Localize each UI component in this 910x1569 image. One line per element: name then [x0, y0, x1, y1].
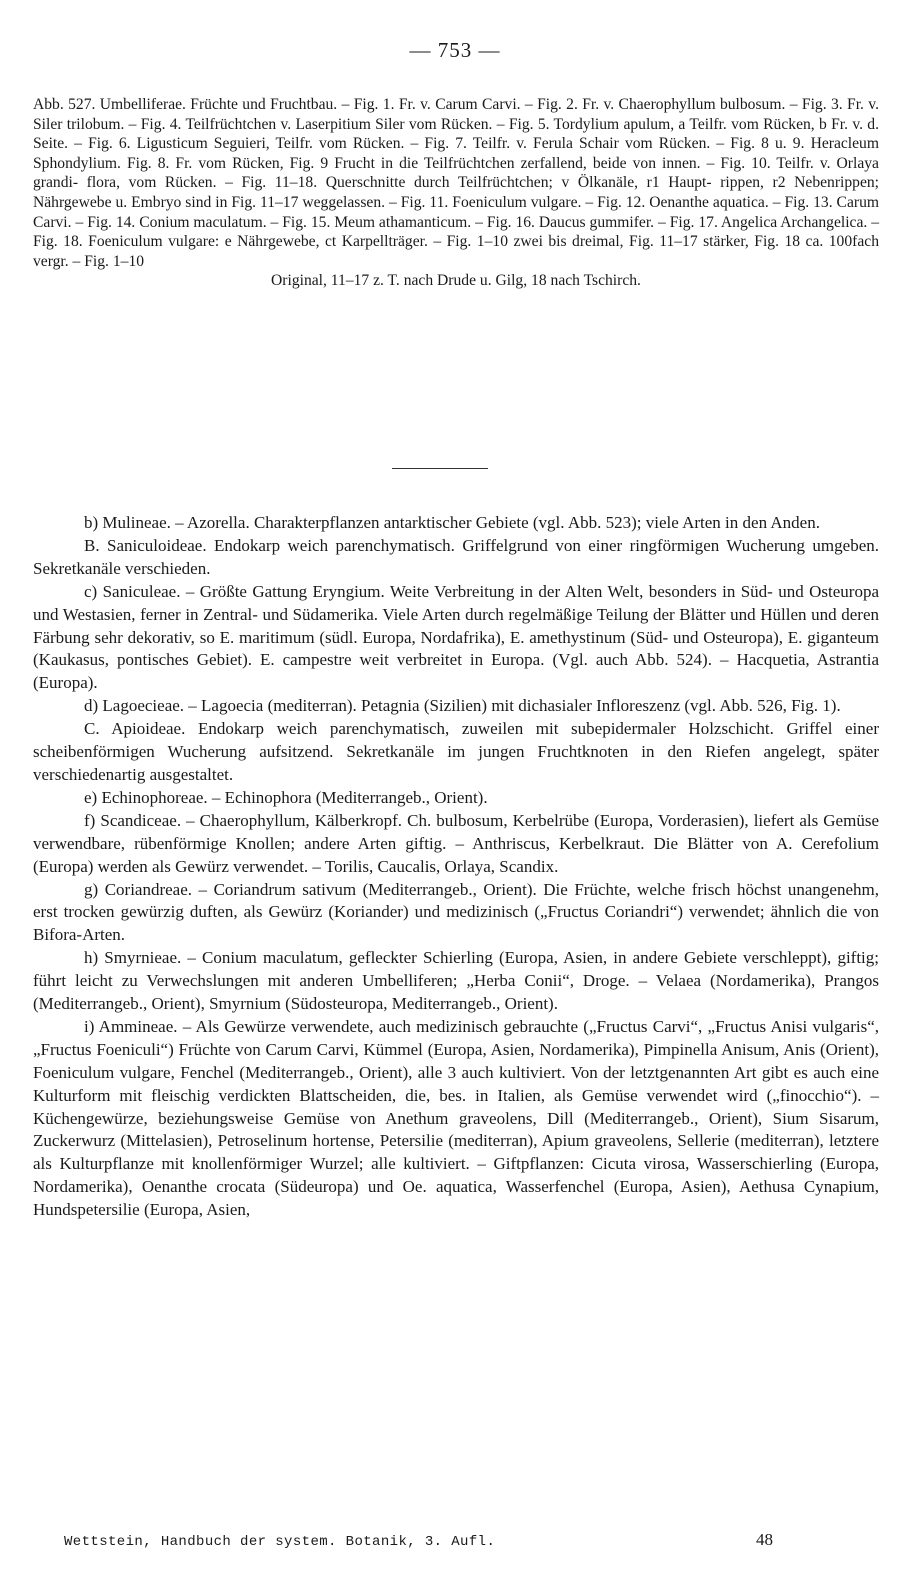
caption-line: Fig. 1–10 zwei bis dreimal, Fig. 11–17 stärker, Fig. 18 ca. 100fach vergr. – Fig. 1–10: [33, 233, 879, 270]
running-footer: Wettstein, Handbuch der system. Botanik, 3. Aufl.: [64, 1534, 496, 1550]
paragraph-apioideae: C. Apioideae. Endokarp weich parenchymatisch, zuweilen mit subepidermaler Holzschicht. Griffel einer scheibenförmigen Wucherung aufsitzend. Sekretkanäle im jungen Fruchtknoten in den Riefen angelegt, später verschiedenartig ausgestaltet.: [33, 719, 879, 784]
caption-line: Schair vom Rücken. – Fig. 8 u. 9. Heracleum Sphondylium. Fig. 8. Fr. vom Rücken, Fig. 9: [33, 135, 879, 172]
figure-caption: [33, 95, 879, 291]
caption-line: Angelica Archangelica. – Fig. 18. Foeniculum vulgare: e Nährgewebe, ct Karpellträger. –: [33, 213, 880, 251]
caption-line: Conium maculatum. – Fig. 15. Meum athamanticum. – Fig. 16. Daucus gummifer. – Fig. 17.: [139, 213, 718, 231]
paragraph-ammineae: i) Ammineae. – Als Gewürze verwendete, auch medizinisch gebrauchte („Fructus Carvi“, „Fructus Anisi vulgaris“, „Fructus Foeniculi“) Früchte von Carum Carvi, Kümmel (Europa, Asien, Nordamerika), Pimpinella Anisum, Anis (Orient), Foeniculum vulgare, Fenchel (Mediterrangeb., Orient), alle 3 auch kultiviert. Von der letztgenannten Art gibt es auch eine Kulturform mit fleischig verdickten Blattscheiden, die, bes. in Italien, als Gemüse verwendet wird („finocchio“). – Küchengewürze, beziehungsweise Gemüse von Anethum graveolens, Dill (Mediterrangeb., Orient), Sium Sisarum, Zuckerwurz (Mittelasien), Petroselinum hortense, Petersilie (mediterran), Apium graveolens, Sellerie (mediterran), letztere als Kulturpflanze mit knollenförmiger Wurzel; alle kultiviert. – Giftpflanzen: Cicuta virosa, Wasserschierling (Europa, Nordamerika), Oenanthe crocata (Südeuropa) und Oe. aquatica, Wasserfenchel (Europa, Asien), Aethusa Cynapium, Hundspetersilie (Europa, Asien,: [33, 1016, 879, 1220]
paragraph-saniculeae: c) Saniculeae. – Größte Gattung Eryngium. Weite Verbreitung in der Alten Welt, besonders in Süd- und Osteuropa und Westasien, ferner in Zentral- und Südamerika. Viele Arten durch regelmäßige Teilung der Blätter und Hüllen und deren Färbung sehr dekorativ, so E. maritimum (südl. Europa, Nordafrika), E. amethystinum (Süd- und Osteuropa), E. giganteum (Kaukasus, pontisches Gebiet). E. campestre weit verbreitet in Europa. (Vgl. auch Abb. 524). – Hacquetia, Astrantia (Europa).: [33, 581, 879, 693]
page-number: — 753 —: [409, 38, 501, 62]
signature-number: 48: [756, 1530, 773, 1549]
caption-line: Abb. 527. Umbelliferae. Früchte und Fruchtbau. – Fig. 1. Fr. v. Carum Carvi. – Fig. 2.: [33, 96, 578, 113]
paragraph-coriandreae: g) Coriandreae. – Coriandrum sativum (Mediterrangeb., Orient). Die Früchte, welche frisch höchst unangenehm, erst trocken gewürzig duften, als Gewürz (Koriander) und medizinisch („Fructus Coriandri“) verwendet; ähnlich die von Bifora-Arten.: [33, 879, 879, 945]
caption-line: rippen, r2 Nebenrippen; Nährgewebe u. Embryo sind in Fig. 11–17 weggelassen. – Fig. 11.: [33, 174, 880, 211]
caption-line: flora, vom Rücken. – Fig. 11–18. Querschnitte durch Teilfrüchtchen; v Ölkanäle, r1 Haupt-: [86, 174, 712, 192]
paragraph-scandiceae: f) Scandiceae. – Chaerophyllum, Kälberkropf. Ch. bulbosum, Kerbelrübe (Europa, Vorderasien), liefert als Gemüse verwendbare, rübenförmige Knollen; andere Arten giftig. – Anthriscus, Kerbelkraut. Die Blätter von A. Cerefolium (Europa) werden als Gewürz verwendet. – Torilis, Caucalis, Orlaya, Scandix.: [33, 810, 879, 876]
paragraph-echinophoreae: e) Echinophoreae. – Echinophora (Mediterrangeb., Orient).: [84, 787, 488, 807]
caption-line: v. d. Seite. – Fig. 6. Ligusticum Seguieri, Teilfr. vom Rücken. – Fig. 7. Teilfr. v. Ferula: [33, 115, 879, 153]
main-text: [33, 512, 879, 1222]
paragraph-mulineae: b) Mulineae. – Azorella. Charakterpflanzen antarktischer Gebiete (vgl. Abb. 523); viele Arten in den Anden.: [84, 513, 820, 532]
caption-line: Fr. v. Chaerophyllum bulbosum. – Fig. 3. Fr. v. Siler trilobum. – Fig. 4. Teilfrüchtchen v.: [33, 96, 879, 133]
paragraph-saniculoideae: B. Saniculoideae. Endokarp weich parenchymatisch. Griffelgrund von einer ringförmigen Wucherung umgeben. Sekretkanäle verschieden.: [33, 535, 879, 578]
caption-line: Foeniculum vulgare. – Fig. 12. Oenanthe aquatica. – Fig. 13. Carum Carvi. – Fig. 14.: [33, 193, 879, 231]
section-divider: [392, 468, 488, 469]
caption-last-line: Original, 11–17 z. T. nach Drude u. Gilg, 18 nach Tschirch.: [271, 272, 641, 290]
caption-line: Frucht in die Teilfrüchtchen zerfallend, beide von innen. – Fig. 10. Teilfr. v. Orlaya grandi-: [33, 154, 879, 192]
paragraph-smyrnieae: h) Smyrnieae. – Conium maculatum, gefleckter Schierling (Europa, Asien, in andere Gebiete verschleppt), giftig; führt leicht zu Verwechslungen mit anderen Umbelliferen; „Herba Conii“, Droge. – Velaea (Nordamerika), Prangos (Mediterrangeb., Orient), Smyrnium (Südosteuropa, Mediterrangeb., Orient).: [33, 948, 879, 1014]
paragraph-lagoecieae: d) Lagoecieae. – Lagoecia (mediterran). Petagnia (Sizilien) mit dichasialer Infloreszenz (vgl. Abb. 526, Fig. 1).: [84, 696, 841, 716]
caption-line: Laserpitium Siler vom Rücken. – Fig. 5. Tordylium apulum, a Teilfr. vom Rücken, b Fr.: [295, 115, 848, 133]
